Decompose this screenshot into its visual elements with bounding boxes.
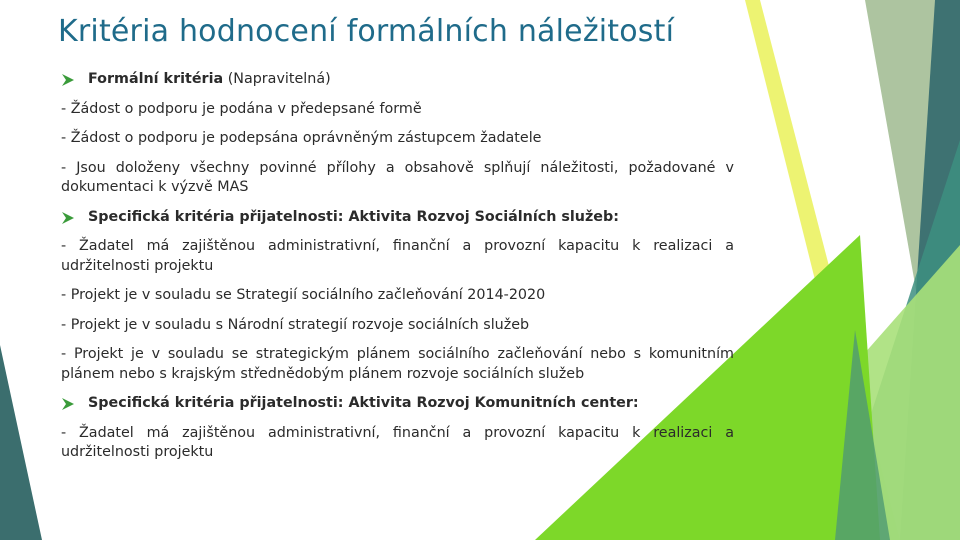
bullet-social-services <box>61 208 734 228</box>
bullet-formal-criteria <box>61 70 734 90</box>
bullet-text <box>88 70 331 90</box>
arrow-bullet-icon <box>61 73 75 87</box>
bullet-bold-text: Specifická kritéria přijatelnosti: Aktivita Rozvoj Sociálních služeb: <box>88 208 619 225</box>
criteria-line: - Projekt je v souladu se Strategií sociálního začleňování 2014-2020 <box>61 287 546 303</box>
criteria-line: - Projekt je v souladu se strategickým plánem sociálního začleňování nebo s komunitním plánem nebo s krajským střednědobým plánem rozvoje sociálních služeb <box>61 346 734 382</box>
arrow-bullet-icon <box>61 397 75 411</box>
bullet-rest-text: (Napravitelná) <box>223 71 331 87</box>
bullet-text <box>88 208 619 228</box>
bullet-bold-text: Formální kritéria <box>88 71 224 87</box>
slide-content <box>61 70 734 473</box>
bullet-bold-text: Specifická kritéria přijatelnosti: Aktivita Rozvoj Komunitních center: <box>88 395 639 411</box>
criteria-line: - Žádost o podporu je podepsána oprávněným zástupcem žadatele <box>61 130 542 146</box>
slide-title: Kritéria hodnocení formálních náležitostí <box>58 14 675 49</box>
criteria-line: - Projekt je v souladu s Národní strategií rozvoje sociálních služeb <box>61 316 530 333</box>
bullet-community-centers <box>61 394 734 414</box>
arrow-bullet-icon <box>61 211 75 225</box>
criteria-line: - Žadatel má zajištěnou administrativní, finanční a provozní kapacitu k realizaci a udržitelnosti projektu <box>61 238 734 274</box>
criteria-line: - Žádost o podporu je podána v předepsané formě <box>61 100 422 117</box>
bullet-text <box>88 394 639 414</box>
left-teal-shape <box>0 345 42 540</box>
criteria-line: - Jsou doloženy všechny povinné přílohy a obsahově splňují náležitosti, požadované v dokumentaci k výzvě MAS <box>61 159 734 195</box>
criteria-line: - Žadatel má zajištěnou administrativní, finanční a provozní kapacitu k realizaci a udržitelnosti projektu <box>61 424 734 460</box>
